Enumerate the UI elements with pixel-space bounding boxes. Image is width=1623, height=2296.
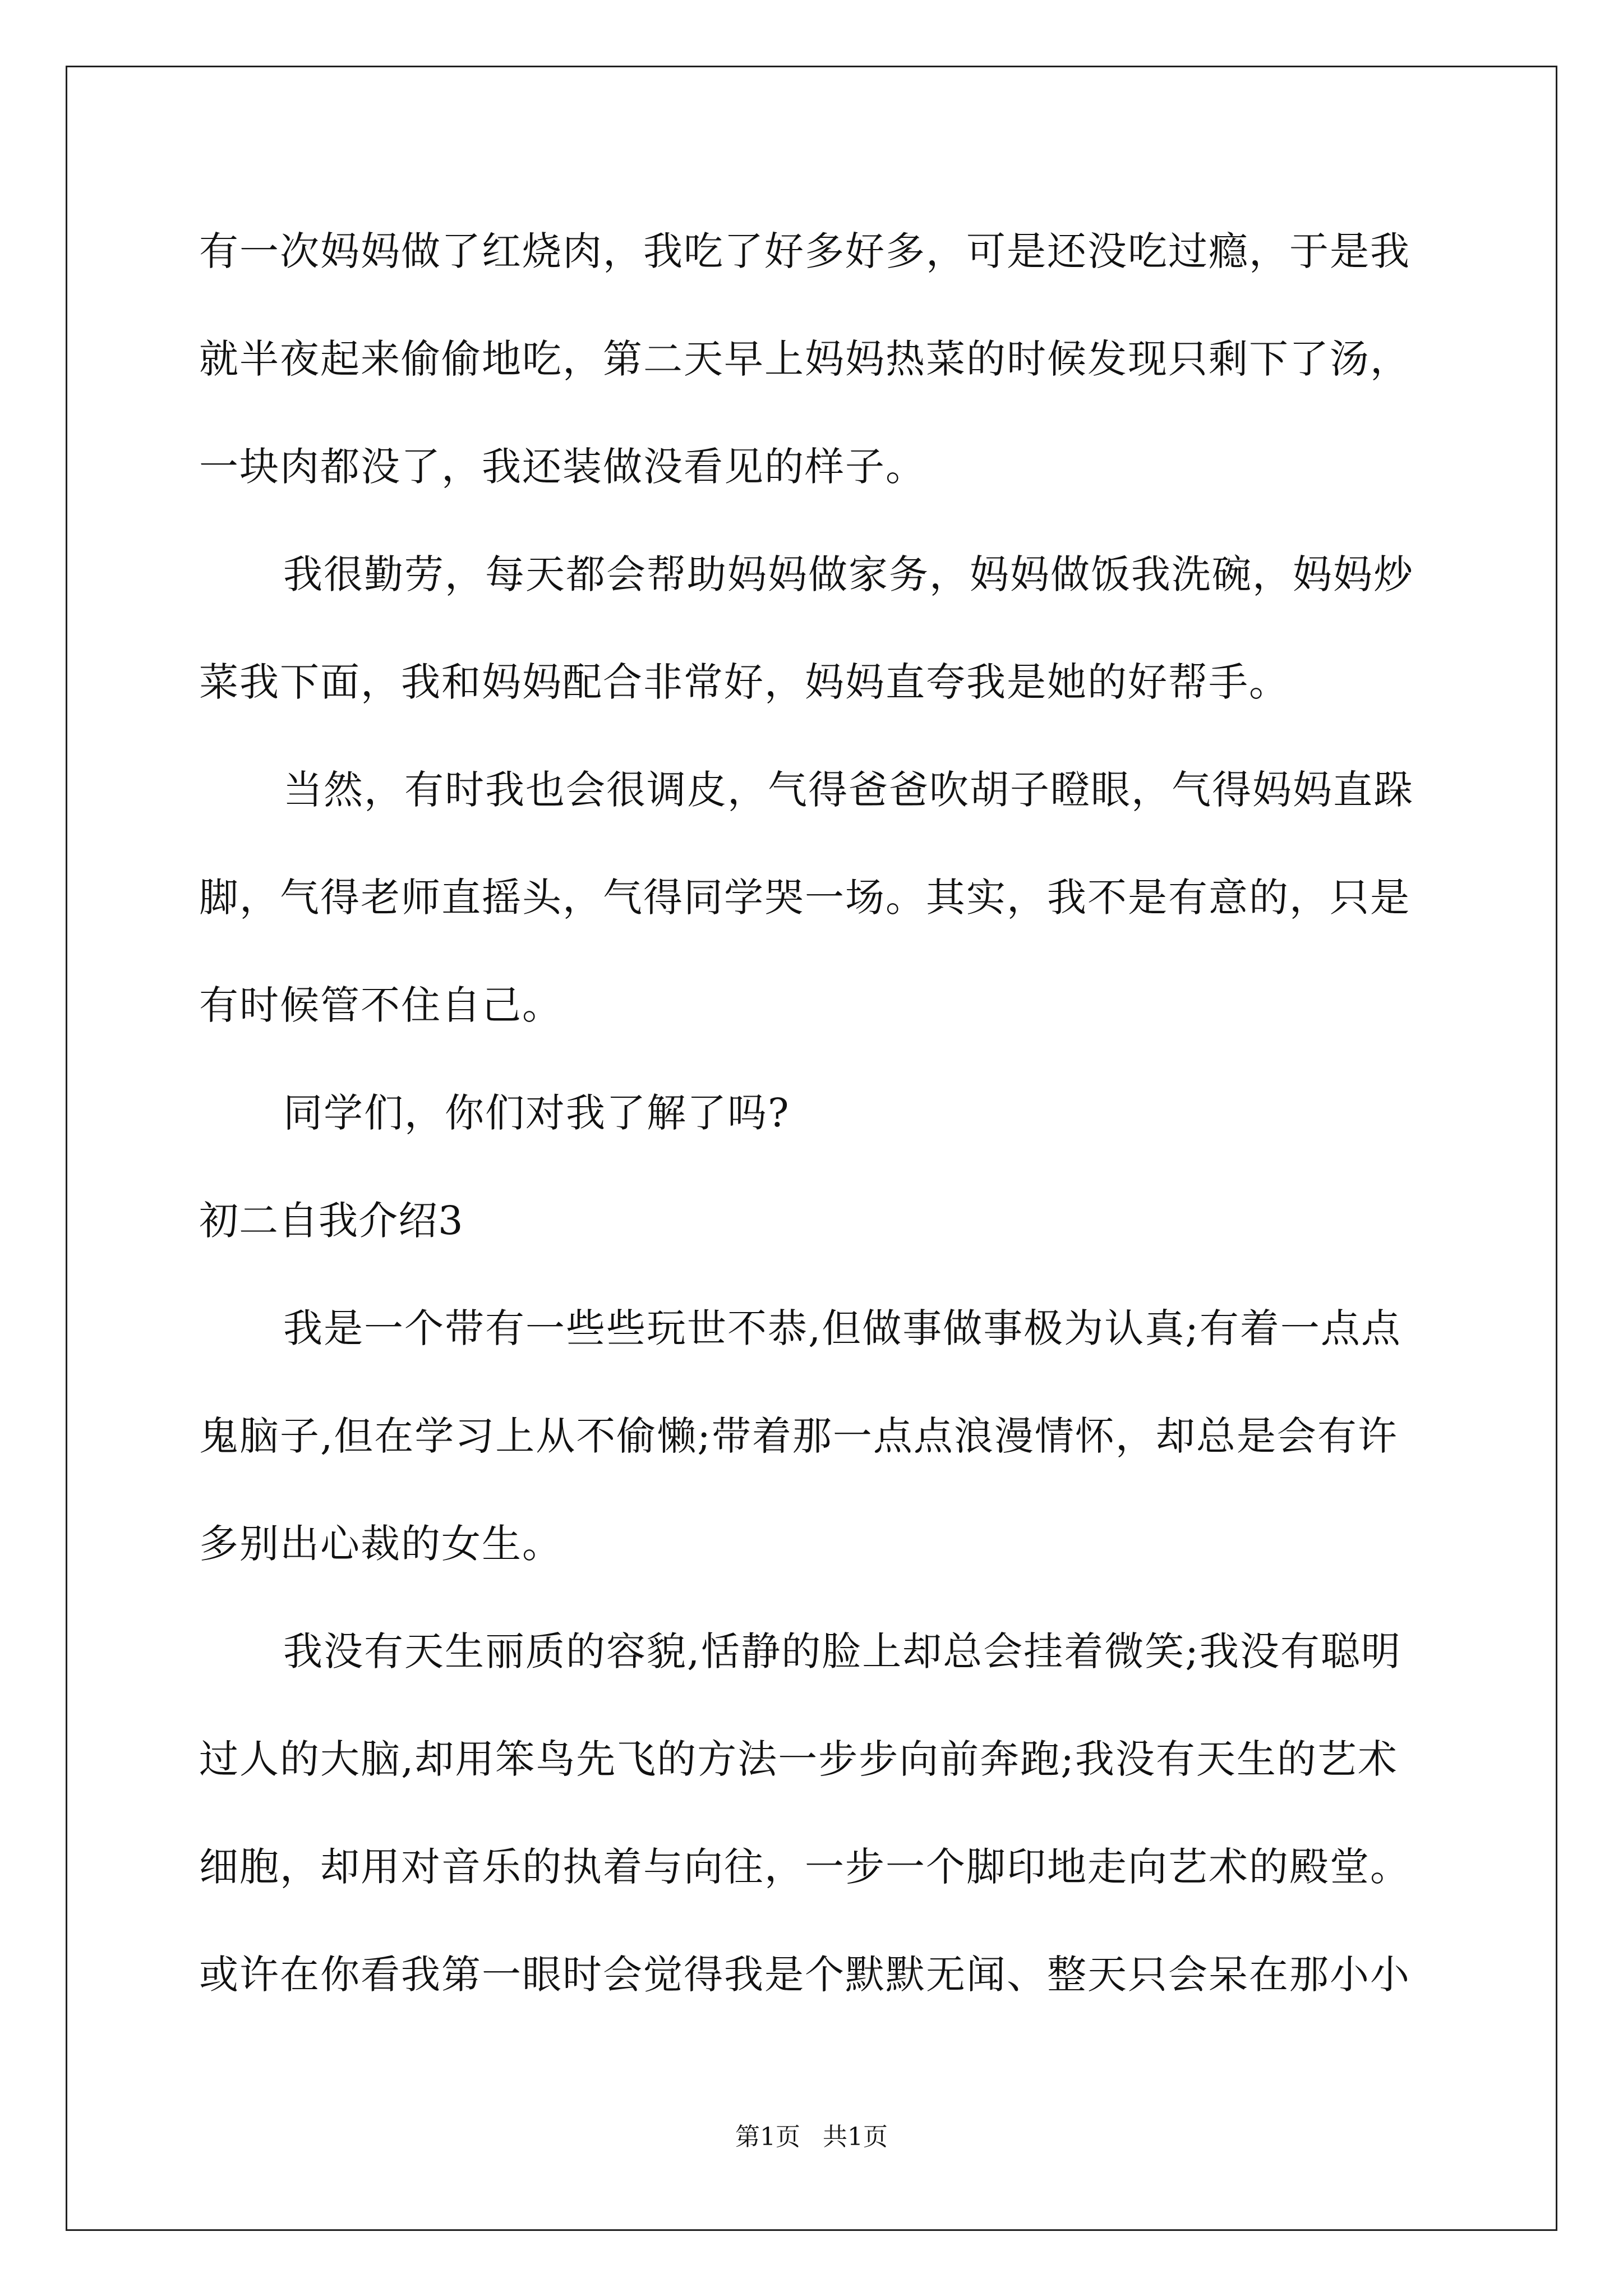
page-number-total: 共1页 xyxy=(823,2123,888,2151)
text-line-13: 多别出心裁的女生。 xyxy=(199,1521,562,1567)
page-number-current: 第1页 xyxy=(735,2123,800,2151)
text-line-5: 菜我下面，我和妈妈配合非常好，妈妈直夸我是她的好帮手。 xyxy=(199,659,1289,705)
text-line-6: 当然，有时我也会很调皮，气得爸爸吹胡子瞪眼，气得妈妈直跺 xyxy=(283,767,1414,813)
section-heading: 初二自我介绍3 xyxy=(199,1198,464,1244)
text-line-15: 过人的大脑,却用笨鸟先飞的方法一步步向前奔跑;我没有天生的艺术 xyxy=(199,1736,1398,1782)
text-line-9: 同学们，你们对我了解了吗? xyxy=(283,1090,790,1136)
text-line-14: 我没有天生丽质的容貌,恬静的脸上却总会挂着微笑;我没有聪明 xyxy=(283,1628,1401,1674)
text-line-17: 或许在你看我第一眼时会觉得我是个默默无闻、整天只会呆在那小小 xyxy=(199,1952,1410,1998)
text-line-11: 我是一个带有一些些玩世不恭,但做事做事极为认真;有着一点点 xyxy=(283,1305,1401,1351)
text-line-2: 就半夜起来偷偷地吃，第二天早上妈妈热菜的时候发现只剩下了汤， xyxy=(199,336,1410,382)
text-line-1: 有一次妈妈做了红烧肉，我吃了好多好多，可是还没吃过瘾，于是我 xyxy=(199,228,1410,274)
page-footer xyxy=(0,2123,1623,2151)
text-line-3: 一块肉都没了，我还装做没看见的样子。 xyxy=(199,444,926,490)
text-line-12: 鬼脑子,但在学习上从不偷懒;带着那一点点浪漫情怀，却总是会有许 xyxy=(199,1413,1398,1459)
text-line-4: 我很勤劳，每天都会帮助妈妈做家务，妈妈做饭我洗碗，妈妈炒 xyxy=(283,551,1414,597)
text-line-8: 有时候管不住自己。 xyxy=(199,982,562,1028)
text-line-7: 脚，气得老师直摇头，气得同学哭一场。其实，我不是有意的，只是 xyxy=(199,875,1410,921)
text-line-16: 细胞，却用对音乐的执着与向往，一步一个脚印地走向艺术的殿堂。 xyxy=(199,1844,1410,1890)
page-border xyxy=(66,66,1557,2231)
